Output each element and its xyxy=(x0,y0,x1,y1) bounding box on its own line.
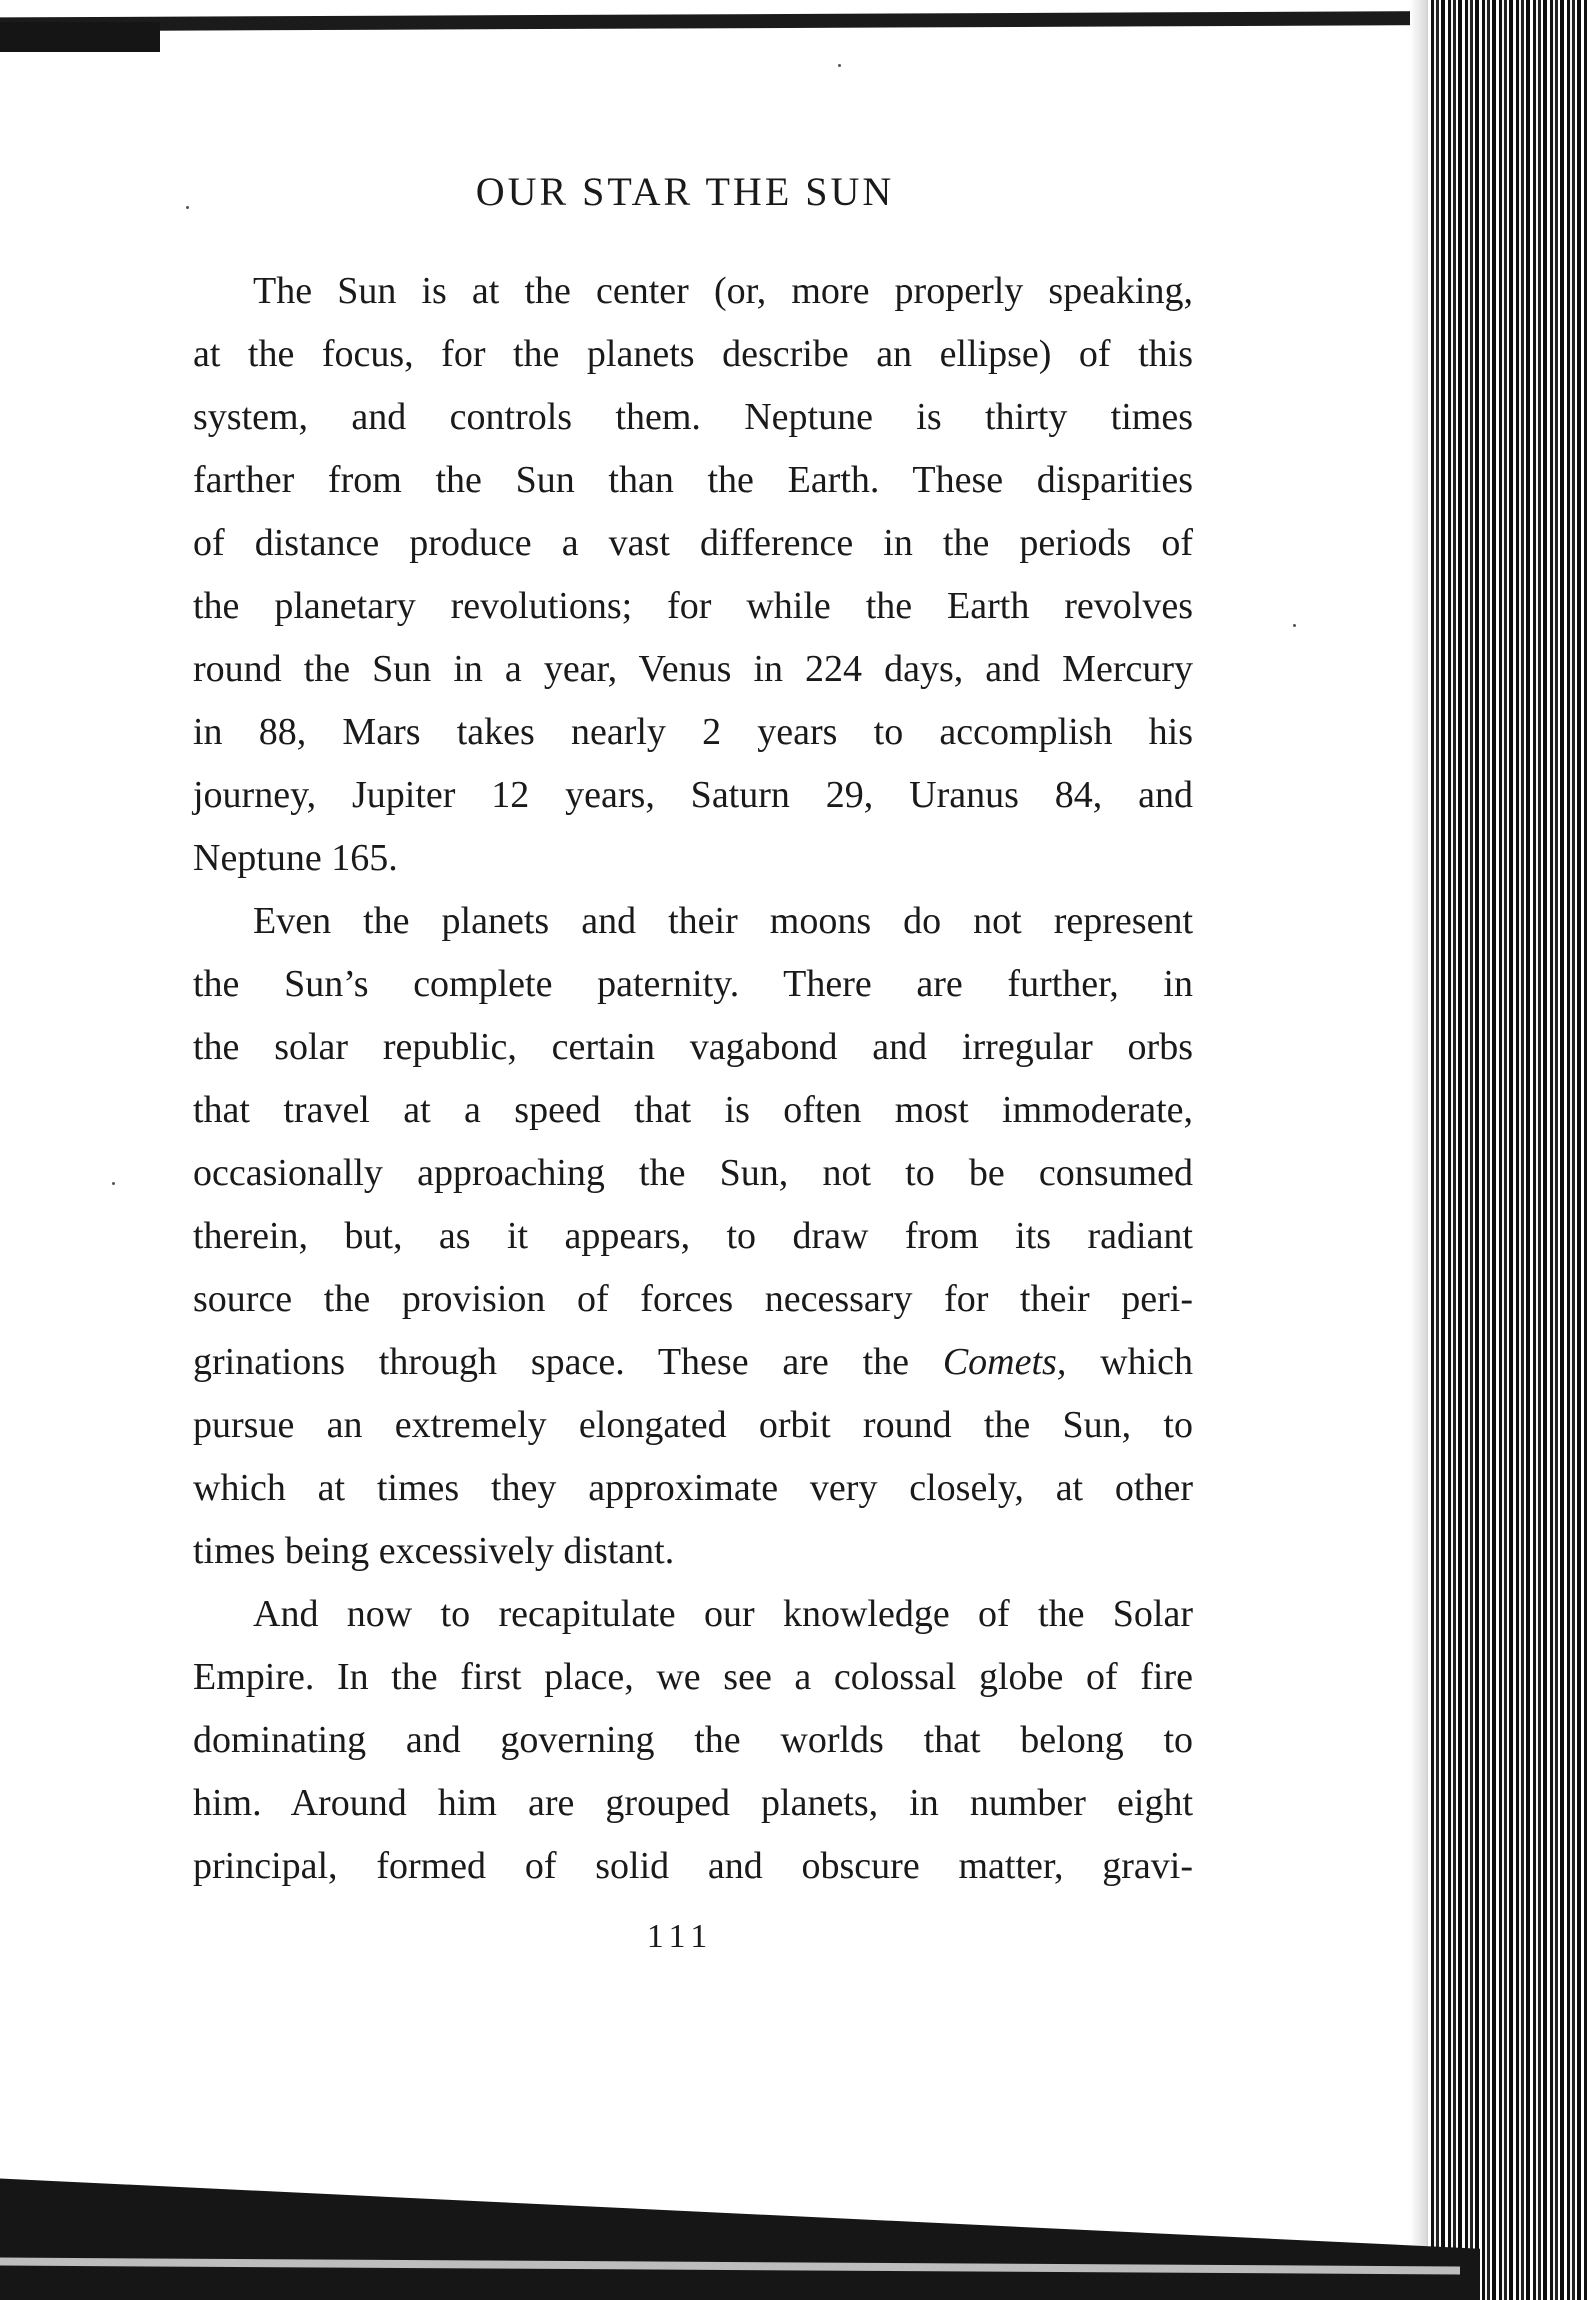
text-line: of distance produce a vast difference in the periods of xyxy=(193,522,1193,564)
text-line: him. Around him are grouped planets, in number eight xyxy=(193,1782,1193,1824)
text-line: at the focus, for the planets describe an ellipse) of this xyxy=(193,333,1193,375)
scan-edge-top xyxy=(0,11,1560,32)
body-text xyxy=(193,260,1193,1898)
scan-speck xyxy=(112,1182,115,1185)
running-title: OUR STAR THE SUN xyxy=(475,169,895,214)
text-segment: which xyxy=(1066,1341,1193,1383)
paragraph-3 xyxy=(193,1583,1193,1898)
paragraph-2 xyxy=(193,890,1193,1583)
text-line: times being excessively distant. xyxy=(193,1530,675,1572)
scan-speck xyxy=(838,64,841,67)
text-line: in 88, Mars takes nearly 2 years to accomplish his xyxy=(193,711,1193,753)
scan-speck xyxy=(1293,624,1296,627)
text-line: farther from the Sun than the Earth. These disparities xyxy=(193,459,1193,501)
text-line: round the Sun in a year, Venus in 224 days, and Mercury xyxy=(193,648,1193,690)
text-line: And now to recapitulate our knowledge of the Solar xyxy=(253,1593,1193,1635)
page-stack-edges xyxy=(1428,0,1587,2300)
text-segment: grinations through space. These are the xyxy=(193,1341,943,1383)
text-line: The Sun is at the center (or, more properly speaking, xyxy=(253,270,1193,312)
text-line: therein, but, as it appears, to draw from its radiant xyxy=(193,1215,1193,1257)
text-line: Empire. In the first place, we see a colossal globe of fire xyxy=(193,1656,1193,1698)
paragraph-1 xyxy=(193,260,1193,890)
page-number: 111 xyxy=(646,1918,714,1955)
text-line: dominating and governing the worlds that belong to xyxy=(193,1719,1193,1761)
text-line: the planetary revolutions; for while the Earth revolves xyxy=(193,585,1193,627)
text-line: source the provision of forces necessary for their peri- xyxy=(193,1278,1193,1320)
text-line: which at times they approximate very closely, at other xyxy=(193,1467,1193,1509)
text-line: occasionally approaching the Sun, not to be consumed xyxy=(193,1152,1193,1194)
text-line: system, and controls them. Neptune is thirty times xyxy=(193,396,1193,438)
scan-edge-top-left xyxy=(0,22,160,52)
text-line: Neptune 165. xyxy=(193,837,398,879)
text-line: the Sun’s complete paternity. There are further, in xyxy=(193,963,1193,1005)
text-line: pursue an extremely elongated orbit round the Sun, to xyxy=(193,1404,1193,1446)
text-line: Even the planets and their moons do not represent xyxy=(253,900,1193,942)
text-line: the solar republic, certain vagabond and irregular orbs xyxy=(193,1026,1193,1068)
italic-term: Comets, xyxy=(942,1341,1067,1383)
text-line: principal, formed of solid and obscure matter, gravi- xyxy=(193,1845,1193,1887)
scan-edge-bottom xyxy=(0,2165,1480,2300)
text-line-with-italic xyxy=(193,1331,1193,1394)
text-line: journey, Jupiter 12 years, Saturn 29, Uranus 84, and xyxy=(193,774,1193,816)
text-line: that travel at a speed that is often most immoderate, xyxy=(193,1089,1193,1131)
